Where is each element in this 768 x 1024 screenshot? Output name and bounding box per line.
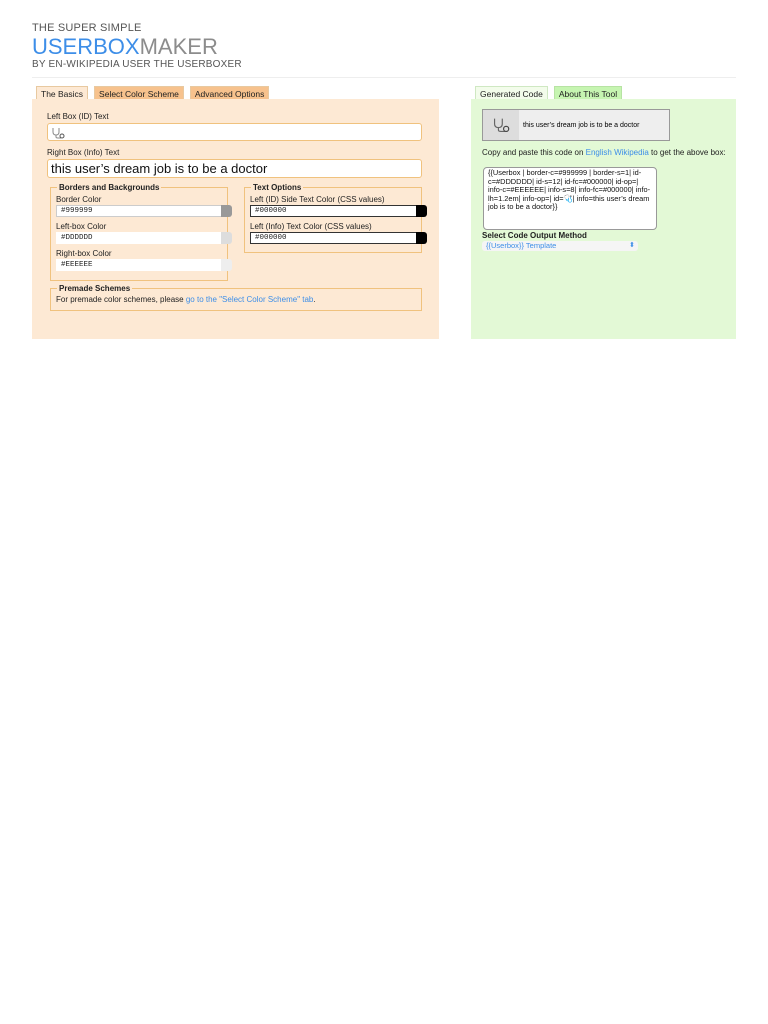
rightbox-color-swatch[interactable] <box>221 259 232 271</box>
leftbox-color-label: Left-box Color <box>56 222 107 231</box>
preview-id-cell <box>483 110 519 140</box>
english-wikipedia-link[interactable]: English Wikipedia <box>585 148 649 157</box>
tab-about-this-tool[interactable]: About This Tool <box>554 86 622 102</box>
tab-select-color-scheme[interactable]: Select Color Scheme <box>94 86 184 102</box>
id-text-color-label: Left (ID) Side Text Color (CSS values) <box>250 195 385 204</box>
header-subtitle: THE SUPER SIMPLE <box>32 22 142 34</box>
border-color-swatch[interactable] <box>221 205 232 217</box>
output-method-value: {{Userbox}} Template <box>486 241 557 250</box>
select-arrows-icon: ⬍ <box>629 242 635 249</box>
right-box-label: Right Box (Info) Text <box>47 148 120 157</box>
premade-text-after: . <box>313 295 316 304</box>
text-options-legend: Text Options <box>253 183 302 192</box>
right-box-value: this user’s dream job is to be a doctor <box>51 161 268 176</box>
select-color-scheme-link[interactable]: go to the "Select Color Scheme" tab <box>185 295 314 304</box>
info-text-color-swatch[interactable] <box>416 232 427 244</box>
preview-info-cell: this user’s dream job is to be a doctor <box>523 121 640 129</box>
info-text-color-input[interactable]: #000000 <box>250 232 418 244</box>
copy-text-before: Copy and paste this code on <box>482 148 586 157</box>
border-color-input[interactable]: #999999 <box>56 205 222 217</box>
output-method-label: Select Code Output Method <box>482 231 587 240</box>
copy-instructions <box>482 148 728 157</box>
borders-legend: Borders and Backgrounds <box>59 183 160 192</box>
stethoscope-icon <box>492 117 510 133</box>
id-text-color-input[interactable]: #000000 <box>250 205 418 217</box>
app-title <box>32 35 736 59</box>
rightbox-color-label: Right-box Color <box>56 249 112 258</box>
title-maker: MAKER <box>139 34 218 59</box>
premade-legend: Premade Schemes <box>59 284 131 293</box>
id-text-color-swatch[interactable] <box>416 205 427 217</box>
rightbox-color-input[interactable]: #EEEEEE <box>56 259 222 271</box>
right-box-input[interactable] <box>47 159 422 178</box>
leftbox-color-swatch[interactable] <box>221 232 232 244</box>
left-box-label: Left Box (ID) Text <box>47 112 109 121</box>
tab-advanced-options[interactable]: Advanced Options <box>190 86 269 102</box>
left-box-input[interactable] <box>47 123 422 141</box>
userbox-preview <box>482 109 670 141</box>
output-method-select[interactable] <box>482 241 638 251</box>
info-text-color-label: Left (Info) Text Color (CSS values) <box>250 222 372 231</box>
premade-text <box>56 295 316 304</box>
copy-text-after: to get the above box: <box>648 148 726 157</box>
border-color-label: Border Color <box>56 195 102 204</box>
tab-the-basics[interactable]: The Basics <box>36 86 88 102</box>
tab-generated-code[interactable]: Generated Code <box>475 86 548 102</box>
header-byline: BY EN-WIKIPEDIA USER THE USERBOXER <box>32 59 242 70</box>
leftbox-color-input[interactable]: #DDDDDD <box>56 232 222 244</box>
title-userbox: USERBOX <box>32 34 140 59</box>
app-header <box>32 22 736 70</box>
generated-code-textarea[interactable]: {{Userbox | border-c=#999999 | border-s=1| id-c=#DDDDDD| id-s=12| id-fc=#000000| id-op=| info-c=#EEEEEE| info-s=8| info-fc=#000000| info-lh=1.2em| info-op=| id=🩺| info=this user’s dream job is to be a doctor}} <box>483 167 657 230</box>
stethoscope-icon <box>51 127 65 139</box>
header-divider <box>32 77 736 78</box>
premade-text-before: For premade color schemes, please <box>56 295 186 304</box>
